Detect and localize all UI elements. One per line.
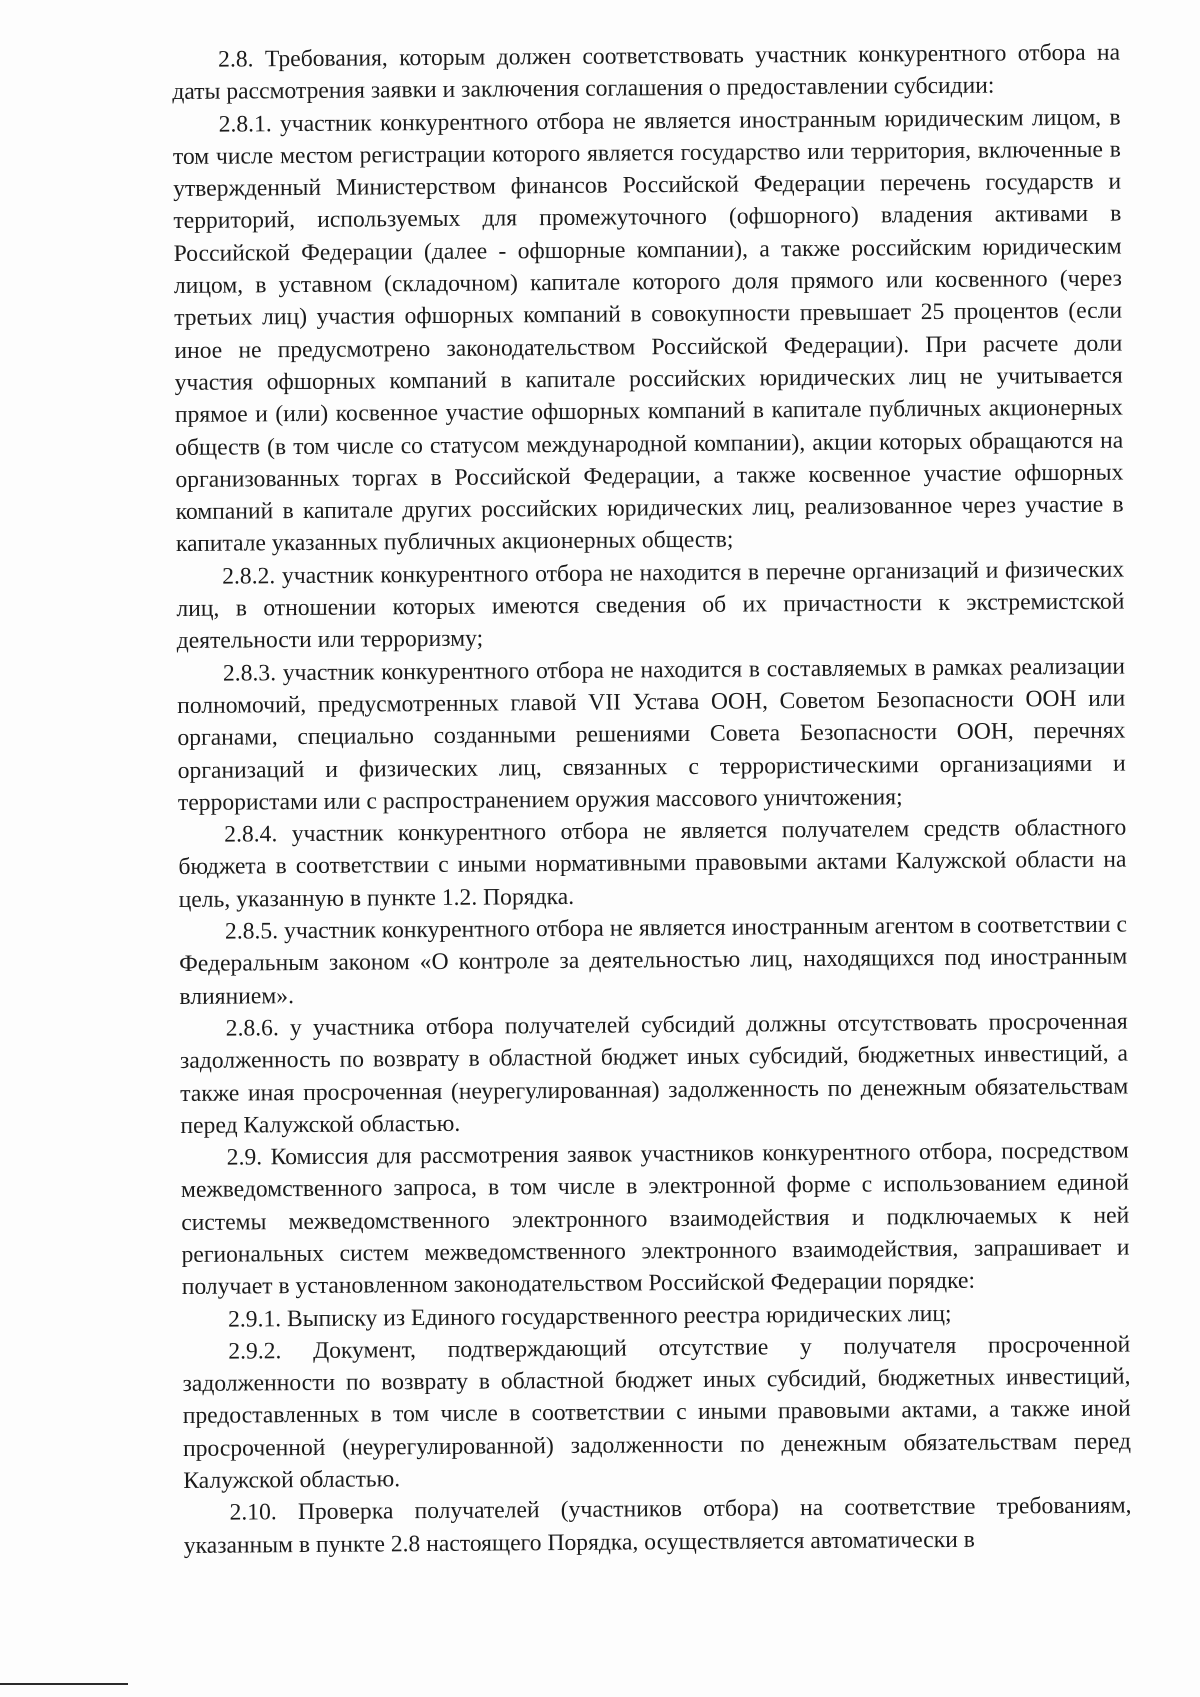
paragraph-2-9-1: 2.9.1. Выписку из Единого государственного реестра юридических лиц;	[227, 1300, 952, 1333]
paragraph-2-8-1: 2.8.1. участник конкурентного отбора не является иностранным юридическим лицом, в том числе местом регистрации которого является государство или территория, включенные в утвержденный Министерством финансов Российской Федерации перечень государств и территорий, используемых для промежуточного (офшорного) владения активами в Российской Федерации (далее - офшорные компании), а также российским юридическим лицом, в уставном (складочном) капитале которого доля прямого или косвенного (через третьих лиц) участия офшорных компаний в совокупности превышает 25 процентов (если иное не предусмотрено законодательством Российской Федерации). При расчете доли участия офшорных компаний в капитале российских юридических лиц не учитывается прямое и (или) косвенное участие офшорных компаний в капитале публичных акционерных обществ (в том числе со статусом международной компании), акции которых обращаются на организованных торгах в Российской Федерации, а также косвенное участие офшорных компаний в капитале других российских юридических лиц, реализованное через участие в капитале указанных публичных акционерных обществ;	[172, 104, 1124, 558]
paragraph-2-8-5: 2.8.5. участник конкурентного отбора не является иностранным агентом в соответствии с Федеральным законом «О контроле за деятельностью лиц, находящихся под иностранным влиянием».	[179, 911, 1128, 1010]
document-body	[172, 37, 1132, 1562]
paragraph-2-8-2: 2.8.2. участник конкурентного отбора не находится в перечне организаций и физических лиц, в отношении которых имеются сведения об их причастности к экстремистской деятельности или терроризму;	[176, 556, 1125, 655]
paragraph-2-9: 2.9. Комиссия для рассмотрения заявок участников конкурентного отбора, посредством межведомственного запроса, в том числе в электронной форме с использованием единой системы межведомственного электронного взаимодействия и подключаемых к ней региональных систем межведомственного электронного взаимодействия, запрашивает и получает в установленном законодательством Российской Федерации порядке:	[180, 1137, 1130, 1301]
paragraph-2-8-4: 2.8.4. участник конкурентного отбора не является получателем средств областного бюджета в соответствии с иными нормативными правовыми актами Калужской области на цель, указанную в пункте 1.2. Порядка.	[178, 814, 1127, 913]
paragraph-2-8: 2.8. Требования, которым должен соответствовать участник конкурентного отбора на даты рассмотрения заявки и заключения соглашения о предоставлении субсидии:	[172, 39, 1121, 106]
paragraph-2-10: 2.10. Проверка получателей (участников отбора) на соответствие требованиям, указанным в пункте 2.8 настоящего Порядка, осуществляется автоматически в	[183, 1492, 1132, 1559]
scan-edge-line	[0, 1683, 128, 1685]
paragraph-2-8-6: 2.8.6. у участника отбора получателей субсидий должны отсутствовать просроченная задолженность по возврату в областной бюджет иных субсидий, бюджетных инвестиций, а также иная просроченная (неурегулированная) задолженность по денежным обязательствам перед Калужской областью.	[179, 1008, 1129, 1139]
paragraph-2-9-2: 2.9.2. Документ, подтверждающий отсутствие у получателя просроченной задолженности по возврату в областной бюджет иных субсидий, бюджетных инвестиций, предоставленных в том числе в соответствии с иными правовыми актами, а также иной просроченной (неурегулированной) задолженности по денежным обязательствам перед Калужской областью.	[182, 1331, 1132, 1495]
paragraph-2-8-3: 2.8.3. участник конкурентного отбора не находится в составляемых в рамках реализации полномочий, предусмотренных главой VII Устава ООН, Советом Безопасности ООН или органами, специально созданными решениями Совета Безопасности ООН, перечнях организаций и физических лиц, связанных с террористическими организациями и террористами или с распространением оружия массового уничтожения;	[177, 653, 1126, 816]
